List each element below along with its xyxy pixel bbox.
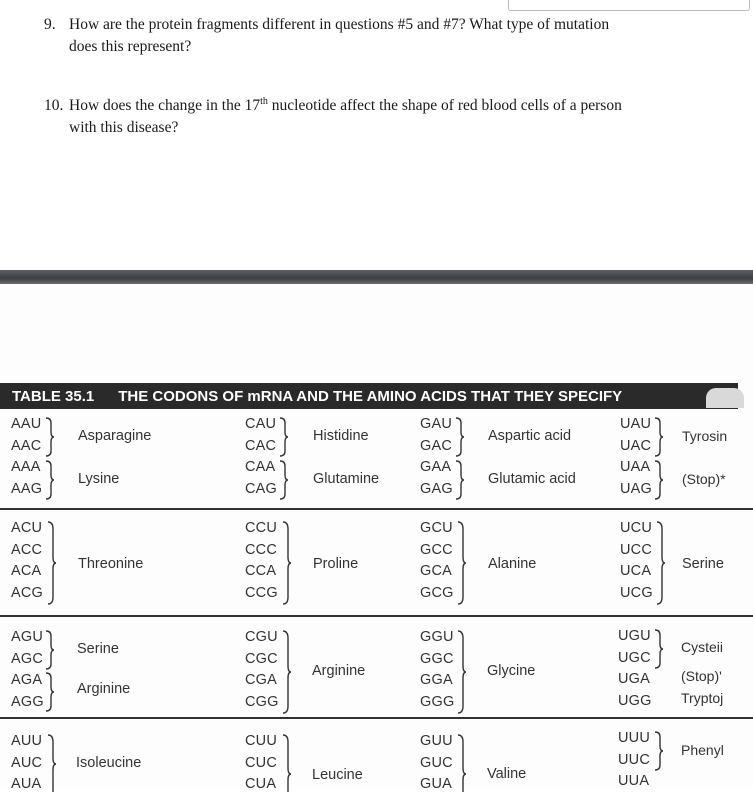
codon-list [11,627,44,713]
codon: UAG [620,480,653,497]
codon: UCA [620,563,652,579]
amino-acid: Glutamine [313,471,380,487]
codon: AAU [11,416,42,432]
question-10 [44,95,694,141]
codon-list [620,518,653,604]
codon: CUA [245,776,277,792]
codon: CGG [245,693,279,710]
codon: AGA [11,672,43,688]
group-divider [0,615,753,617]
codon: CGC [245,650,278,667]
codon: AAG [11,480,43,497]
codon: AGU [11,629,44,645]
codon-list [420,414,453,500]
ordinal-superscript: th [260,95,268,107]
curly-brace-icon [278,417,288,457]
curly-brace-icon [454,460,464,500]
codon: GCC [420,541,453,558]
codon: UUU [618,730,651,746]
codon-list [11,414,42,500]
codon: CAG [245,480,278,497]
codon-list [245,731,277,796]
codon-list [11,518,43,604]
curly-brace-icon [44,630,54,670]
group-divider [0,717,753,719]
question-text-line1 [69,95,622,117]
codon: CUU [245,733,278,749]
amino-acid: Arginine [77,681,131,697]
codon: UCG [620,584,653,601]
question-number: 9. [44,16,56,33]
curly-brace-icon [44,460,54,500]
codon: AGC [11,650,44,667]
codon: GAG [420,480,453,497]
curly-brace-icon [278,460,288,500]
amino-acid: Glutamic acid [488,471,576,487]
codon: GGA [420,672,453,688]
question-9 [44,14,694,60]
codon: ACC [11,541,43,558]
codon-list [420,731,453,796]
codon-list [620,414,652,500]
codon-list [420,627,454,713]
amino-acid: Serine [77,641,119,657]
codon: CGU [245,629,278,645]
group-divider [0,508,753,510]
codon: AUA [11,776,42,792]
curly-brace-icon [653,417,663,457]
codon: UUA [618,773,650,789]
codon-list [245,414,277,500]
codon: GGC [420,650,454,667]
codon: GGG [420,693,455,710]
codon: AAA [11,459,41,475]
amino-acid: Phenyl [681,742,724,758]
question-text-line1: How are the protein fragments different in questions #5 and #7? What type of mutation [69,16,610,33]
codon-list [618,728,650,793]
curly-brace-icon [456,521,466,605]
codon: GCU [420,520,453,536]
codon-list [245,518,278,604]
codon: AAC [11,437,42,454]
page-curl [706,388,744,408]
codon: UGG [618,692,652,709]
page-divider [0,270,753,284]
curly-brace-icon [281,734,291,794]
amino-acid: Tryptoj [681,690,724,706]
amino-acid: Arginine [312,663,366,679]
amino-acid: Proline [313,556,359,572]
table-number: TABLE 35.1 [12,387,95,405]
question-text-line2: does this represent? [69,38,192,55]
amino-acid: Leucine [312,767,363,783]
amino-acid: (Stop)' [681,668,722,684]
curly-brace-icon [281,521,291,605]
codon: CAA [245,459,276,475]
curly-brace-icon [454,417,464,457]
curly-brace-icon [653,629,663,669]
amino-acid: Glycine [487,663,536,679]
question-number: 10. [44,97,64,114]
codon: UGA [618,671,651,687]
amino-acid: Lysine [78,471,120,487]
codon: CAU [245,416,277,432]
codon: UCU [620,520,653,536]
curly-brace-icon [653,731,663,771]
amino-acid: (Stop)* [682,471,726,487]
codon: UAC [620,437,652,454]
amino-acid: Threonine [78,556,144,572]
question-text-part: How does the change in the 17 [69,97,261,114]
table-title: THE CODONS OF mRNA AND THE AMINO ACIDS THAT THEY SPECIFY [118,387,623,405]
curly-brace-icon [456,630,466,714]
codon: AGG [11,693,44,710]
amino-acid: Alanine [488,556,537,572]
amino-acid: Tyrosin [682,428,728,444]
answer-box-edge [508,0,750,11]
codon-list [11,731,42,796]
codon: UGU [618,628,651,644]
codon: CCU [245,520,278,536]
codon: AUC [11,754,43,771]
amino-acid: Asparagine [78,428,152,444]
amino-acid: Aspartic acid [488,428,572,444]
codon: CAC [245,437,277,454]
codon-list [245,627,279,713]
codon: UCC [620,541,653,558]
codon: GAA [420,459,452,475]
curly-brace-icon [456,734,466,794]
codon: UUC [618,751,651,768]
codon: AUU [11,733,43,749]
question-text-line2: with this disease? [69,119,179,136]
codon-list [420,518,454,604]
codon: CCC [245,541,278,558]
amino-acid: Serine [682,556,724,572]
codon: GAU [420,416,453,432]
curly-brace-icon [44,672,54,712]
codon: GCG [420,584,454,601]
amino-acid: Isoleucine [76,755,142,771]
curly-brace-icon [655,521,665,605]
codon: ACU [11,520,43,536]
codon: UAU [620,416,652,432]
amino-acid: Cysteii [681,639,724,655]
codon: GUA [420,776,453,792]
question-text-part: nucleotide affect the shape of red blood cells of a person [267,97,622,114]
codon: UAA [620,459,651,475]
codon: GGU [420,629,454,645]
amino-acid: Valine [487,766,527,782]
codon: CCG [245,584,278,601]
codon: GAC [420,437,453,454]
codon: ACG [11,584,44,601]
codon: CUC [245,754,278,771]
codon: GUC [420,754,453,771]
curly-brace-icon [281,630,291,714]
codon: CCA [245,563,277,579]
curly-brace-icon [46,521,56,605]
curly-brace-icon [653,460,663,500]
codon: ACA [11,563,42,579]
curly-brace-icon [46,734,56,794]
codon-list [618,626,652,712]
codon: GCA [420,563,453,579]
curly-brace-icon [44,417,54,457]
codon: GUU [420,733,453,749]
amino-acid: Histidine [313,428,369,444]
codon: CGA [245,672,278,688]
codon: UGC [618,649,651,666]
table-header [0,383,738,409]
